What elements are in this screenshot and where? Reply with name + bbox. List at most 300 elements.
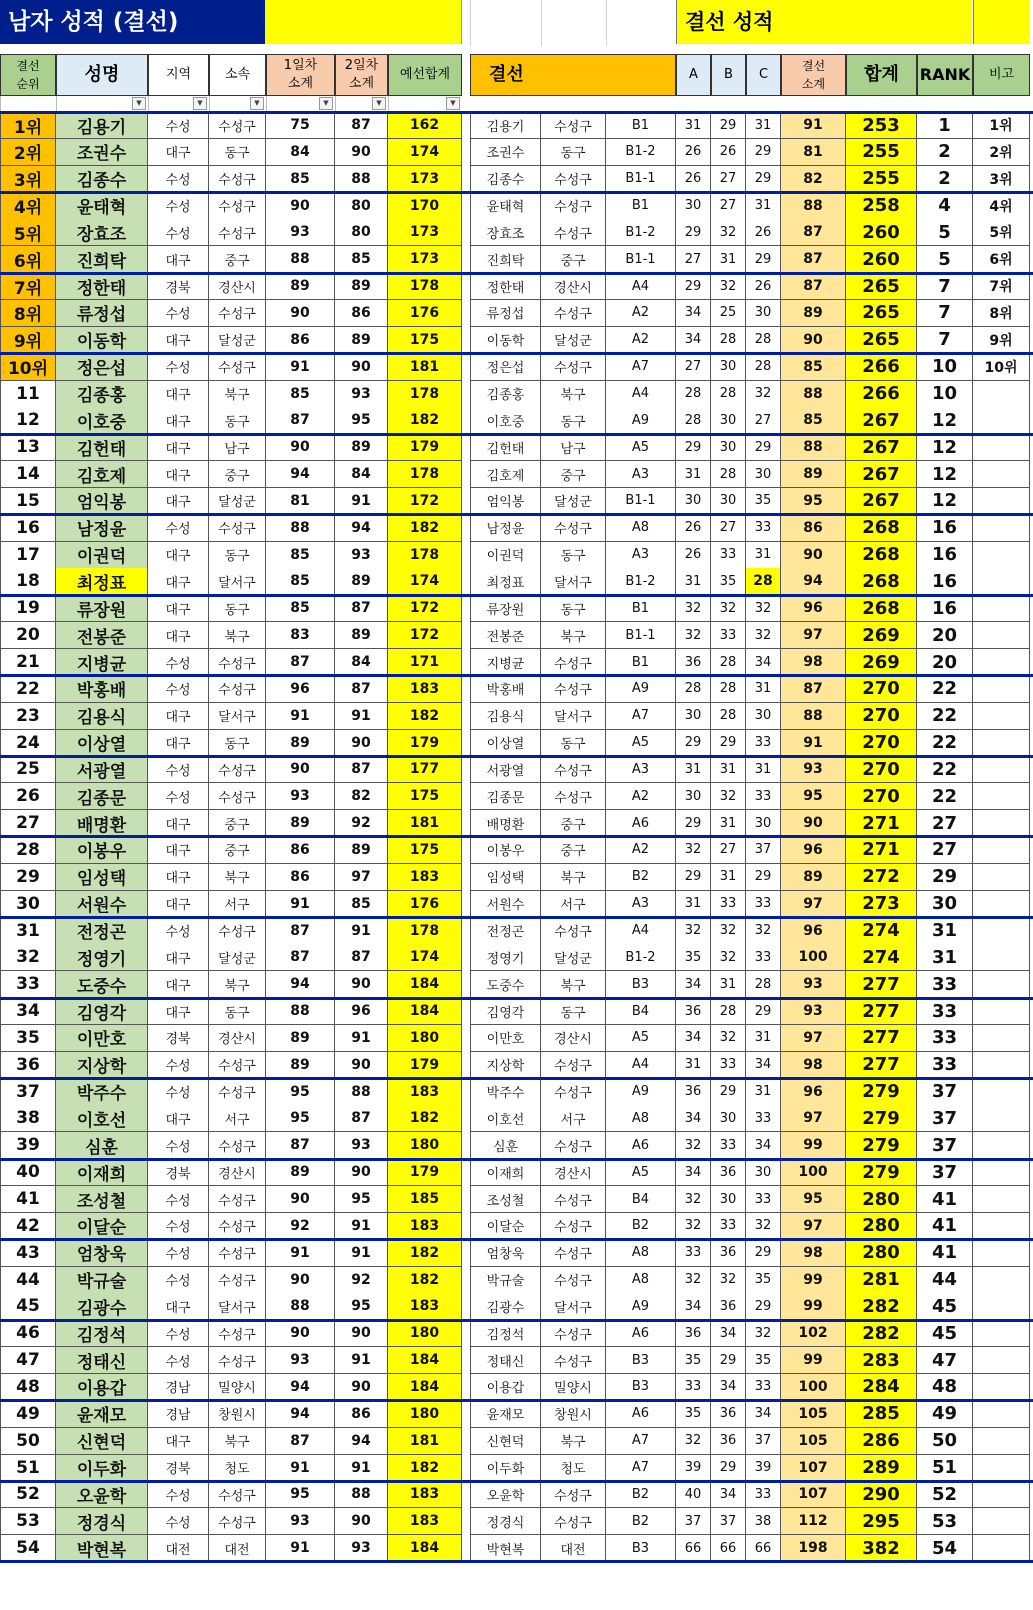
affiliation-cell: 수성구 <box>209 1079 266 1106</box>
day2-cell: 90 <box>335 139 388 166</box>
note-cell <box>973 837 1030 864</box>
score-c-cell: 33 <box>746 783 781 810</box>
total-cell: 280 <box>846 1213 917 1240</box>
final-group-cell: B1-1 <box>606 622 676 649</box>
day1-cell: 87 <box>266 1132 335 1159</box>
name-cell: 박주수 <box>56 1079 148 1106</box>
group-separator <box>0 755 1033 758</box>
final-affiliation-cell: 달성군 <box>541 327 606 354</box>
header-b: B <box>711 54 746 96</box>
day1-cell: 88 <box>266 246 335 273</box>
note-cell <box>973 998 1030 1025</box>
final-group-cell: B1-2 <box>606 219 676 246</box>
total-cell: 282 <box>846 1293 917 1320</box>
name-cell: 이만호 <box>56 1025 148 1052</box>
day1-cell: 95 <box>266 1481 335 1508</box>
rank-cell: 10 <box>917 381 973 408</box>
score-a-cell: 29 <box>676 730 711 757</box>
score-c-cell: 66 <box>746 1535 781 1562</box>
day2-cell: 88 <box>335 1481 388 1508</box>
prelim-total-cell: 178 <box>388 918 462 945</box>
score-a-cell: 32 <box>676 1213 711 1240</box>
final-subtotal-cell: 99 <box>781 1293 846 1320</box>
filter-dropdown-button[interactable]: ▼ <box>319 97 333 110</box>
final-group-cell: A4 <box>606 918 676 945</box>
table-row <box>0 112 1033 139</box>
final-affiliation-cell: 수성구 <box>541 112 606 139</box>
total-cell: 270 <box>846 703 917 730</box>
final-group-cell: B1-2 <box>606 139 676 166</box>
score-c-cell: 33 <box>746 730 781 757</box>
region-cell: 수성 <box>148 1481 209 1508</box>
day1-cell: 75 <box>266 112 335 139</box>
final-group-cell: B1-1 <box>606 246 676 273</box>
affiliation-cell: 경산시 <box>209 1159 266 1186</box>
table-row <box>0 300 1033 327</box>
rank-cell: 16 <box>917 542 973 569</box>
final-name-cell: 조성철 <box>470 1186 541 1213</box>
note-cell <box>973 515 1030 542</box>
final-group-cell: A3 <box>606 891 676 918</box>
day2-cell: 80 <box>335 219 388 246</box>
name-cell: 윤재모 <box>56 1401 148 1428</box>
affiliation-cell: 수성구 <box>209 1320 266 1347</box>
prelim-total-cell: 185 <box>388 1186 462 1213</box>
score-a-cell: 27 <box>676 246 711 273</box>
group-separator <box>0 191 1033 194</box>
final-rank-cell: 53 <box>0 1508 56 1535</box>
score-b-cell: 29 <box>711 730 746 757</box>
final-affiliation-cell: 수성구 <box>541 1508 606 1535</box>
title-left: 남자 성적 (결선) <box>0 0 265 44</box>
score-a-cell: 34 <box>676 1293 711 1320</box>
final-name-cell: 류정섭 <box>470 300 541 327</box>
final-group-cell: A4 <box>606 381 676 408</box>
day2-cell: 93 <box>335 1132 388 1159</box>
total-cell: 267 <box>846 488 917 515</box>
table-row <box>0 649 1033 676</box>
affiliation-cell: 수성구 <box>209 1267 266 1294</box>
name-cell: 김정석 <box>56 1320 148 1347</box>
final-subtotal-cell: 89 <box>781 461 846 488</box>
final-group-cell: A9 <box>606 1079 676 1106</box>
final-group-cell: B1 <box>606 193 676 220</box>
table-row <box>0 166 1033 193</box>
rank-cell: 22 <box>917 783 973 810</box>
group-separator <box>0 1560 1033 1563</box>
final-subtotal-cell: 88 <box>781 434 846 461</box>
final-rank-cell: 44 <box>0 1267 56 1294</box>
total-cell: 260 <box>846 219 917 246</box>
region-cell: 대구 <box>148 998 209 1025</box>
day1-cell: 84 <box>266 139 335 166</box>
final-affiliation-cell: 수성구 <box>541 756 606 783</box>
score-a-cell: 32 <box>676 595 711 622</box>
region-cell: 대구 <box>148 810 209 837</box>
score-c-cell: 28 <box>746 971 781 998</box>
rank-cell: 12 <box>917 434 973 461</box>
day2-cell: 96 <box>335 998 388 1025</box>
final-name-cell: 서광열 <box>470 756 541 783</box>
filter-dropdown-button[interactable]: ▼ <box>250 97 264 110</box>
affiliation-cell: 달서구 <box>209 1293 266 1320</box>
rank-cell: 4 <box>917 193 973 220</box>
affiliation-cell: 수성구 <box>209 1186 266 1213</box>
name-cell: 이재희 <box>56 1159 148 1186</box>
final-name-cell: 정은섭 <box>470 354 541 381</box>
final-subtotal-cell: 93 <box>781 756 846 783</box>
note-cell <box>973 649 1030 676</box>
region-cell: 수성 <box>148 300 209 327</box>
score-b-cell: 35 <box>711 568 746 595</box>
header-final: 결선 <box>470 54 676 96</box>
score-a-cell: 32 <box>676 1267 711 1294</box>
affiliation-cell: 서구 <box>209 891 266 918</box>
final-name-cell: 박주수 <box>470 1079 541 1106</box>
total-cell: 266 <box>846 354 917 381</box>
final-rank-cell: 35 <box>0 1025 56 1052</box>
total-cell: 286 <box>846 1428 917 1455</box>
score-b-cell: 31 <box>711 756 746 783</box>
final-rank-cell: 54 <box>0 1535 56 1562</box>
final-subtotal-cell: 97 <box>781 1025 846 1052</box>
region-cell: 경북 <box>148 1159 209 1186</box>
final-rank-cell: 34 <box>0 998 56 1025</box>
score-c-cell: 31 <box>746 112 781 139</box>
prelim-total-cell: 173 <box>388 246 462 273</box>
total-cell: 268 <box>846 568 917 595</box>
score-b-cell: 27 <box>711 166 746 193</box>
final-name-cell: 김용식 <box>470 703 541 730</box>
final-subtotal-cell: 85 <box>781 407 846 434</box>
total-cell: 277 <box>846 1025 917 1052</box>
score-b-cell: 31 <box>711 864 746 891</box>
affiliation-cell: 대전 <box>209 1535 266 1562</box>
score-a-cell: 32 <box>676 1132 711 1159</box>
note-cell <box>973 730 1030 757</box>
score-c-cell: 37 <box>746 1428 781 1455</box>
day2-cell: 90 <box>335 1508 388 1535</box>
total-cell: 272 <box>846 864 917 891</box>
final-subtotal-cell: 97 <box>781 1105 846 1132</box>
note-cell: 2위 <box>973 139 1030 166</box>
final-subtotal-cell: 98 <box>781 649 846 676</box>
final-affiliation-cell: 동구 <box>541 542 606 569</box>
note-cell: 3위 <box>973 166 1030 193</box>
final-group-cell: A6 <box>606 1320 676 1347</box>
score-c-cell: 30 <box>746 1159 781 1186</box>
day2-cell: 88 <box>335 1079 388 1106</box>
score-c-cell: 33 <box>746 1374 781 1401</box>
day1-cell: 91 <box>266 1455 335 1482</box>
day1-cell: 96 <box>266 676 335 703</box>
final-affiliation-cell: 경산시 <box>541 1025 606 1052</box>
name-cell: 이호중 <box>56 407 148 434</box>
title-left-fill <box>265 0 462 44</box>
affiliation-cell: 중구 <box>209 837 266 864</box>
table-row <box>0 1240 1033 1267</box>
rank-cell: 51 <box>917 1455 973 1482</box>
final-subtotal-cell: 105 <box>781 1428 846 1455</box>
score-c-cell: 26 <box>746 273 781 300</box>
score-b-cell: 32 <box>711 595 746 622</box>
score-b-cell: 28 <box>711 703 746 730</box>
note-cell <box>973 1293 1030 1320</box>
final-name-cell: 이봉우 <box>470 837 541 864</box>
final-name-cell: 지병균 <box>470 649 541 676</box>
score-c-cell: 32 <box>746 622 781 649</box>
final-affiliation-cell: 수성구 <box>541 300 606 327</box>
group-separator <box>0 594 1033 597</box>
day2-cell: 89 <box>335 327 388 354</box>
final-rank-cell: 1위 <box>0 112 56 139</box>
table-row <box>0 1535 1033 1562</box>
final-affiliation-cell: 수성구 <box>541 166 606 193</box>
filter-dropdown-button[interactable]: ▼ <box>132 97 146 110</box>
final-rank-cell: 36 <box>0 1052 56 1079</box>
prelim-total-cell: 180 <box>388 1401 462 1428</box>
note-cell <box>973 810 1030 837</box>
final-subtotal-cell: 87 <box>781 273 846 300</box>
rank-cell: 30 <box>917 891 973 918</box>
prelim-total-cell: 179 <box>388 1052 462 1079</box>
final-subtotal-cell: 88 <box>781 703 846 730</box>
note-cell <box>973 1186 1030 1213</box>
final-affiliation-cell: 수성구 <box>541 1132 606 1159</box>
total-cell: 270 <box>846 783 917 810</box>
total-cell: 289 <box>846 1455 917 1482</box>
table-row <box>0 1186 1033 1213</box>
filter-dropdown-button[interactable]: ▼ <box>372 97 386 110</box>
score-b-cell: 66 <box>711 1535 746 1562</box>
final-affiliation-cell: 수성구 <box>541 1079 606 1106</box>
final-name-cell: 이용갑 <box>470 1374 541 1401</box>
final-rank-cell: 17 <box>0 542 56 569</box>
day1-cell: 89 <box>266 730 335 757</box>
total-cell: 282 <box>846 1320 917 1347</box>
final-rank-cell: 22 <box>0 676 56 703</box>
score-b-cell: 27 <box>711 515 746 542</box>
filter-dropdown-button[interactable]: ▼ <box>446 97 460 110</box>
final-group-cell: A2 <box>606 327 676 354</box>
day2-cell: 94 <box>335 1428 388 1455</box>
table-row <box>0 837 1033 864</box>
affiliation-cell: 수성구 <box>209 112 266 139</box>
day1-cell: 90 <box>266 756 335 783</box>
region-cell: 대구 <box>148 246 209 273</box>
total-cell: 270 <box>846 676 917 703</box>
table-row <box>0 918 1033 945</box>
final-rank-cell: 3위 <box>0 166 56 193</box>
score-c-cell: 34 <box>746 1401 781 1428</box>
table-row <box>0 783 1033 810</box>
score-c-cell: 32 <box>746 595 781 622</box>
final-group-cell: B4 <box>606 998 676 1025</box>
note-cell <box>973 1079 1030 1106</box>
final-name-cell: 이동학 <box>470 327 541 354</box>
final-group-cell: B1-1 <box>606 488 676 515</box>
final-rank-cell: 37 <box>0 1079 56 1106</box>
table-row <box>0 1508 1033 1535</box>
final-group-cell: A6 <box>606 810 676 837</box>
final-group-cell: B4 <box>606 1186 676 1213</box>
prelim-total-cell: 183 <box>388 676 462 703</box>
region-cell: 수성 <box>148 112 209 139</box>
total-cell: 279 <box>846 1079 917 1106</box>
note-cell <box>973 381 1030 408</box>
prelim-total-cell: 181 <box>388 810 462 837</box>
final-name-cell: 조권수 <box>470 139 541 166</box>
name-cell: 심훈 <box>56 1132 148 1159</box>
score-b-cell: 36 <box>711 1159 746 1186</box>
prelim-total-cell: 176 <box>388 891 462 918</box>
final-affiliation-cell: 수성구 <box>541 1347 606 1374</box>
note-cell <box>973 864 1030 891</box>
name-cell: 박홍배 <box>56 676 148 703</box>
rank-cell: 12 <box>917 407 973 434</box>
score-a-cell: 26 <box>676 139 711 166</box>
final-group-cell: A7 <box>606 1455 676 1482</box>
score-b-cell: 33 <box>711 622 746 649</box>
prelim-total-cell: 173 <box>388 219 462 246</box>
score-a-cell: 32 <box>676 837 711 864</box>
total-cell: 277 <box>846 971 917 998</box>
day2-cell: 95 <box>335 1186 388 1213</box>
score-b-cell: 32 <box>711 918 746 945</box>
score-b-cell: 30 <box>711 354 746 381</box>
affiliation-cell: 수성구 <box>209 1240 266 1267</box>
affiliation-cell: 수성구 <box>209 354 266 381</box>
table-row <box>0 1401 1033 1428</box>
total-cell: 279 <box>846 1132 917 1159</box>
table-row <box>0 542 1033 569</box>
final-name-cell: 신현덕 <box>470 1428 541 1455</box>
group-separator <box>0 272 1033 275</box>
day1-cell: 94 <box>266 1401 335 1428</box>
final-group-cell: B1 <box>606 112 676 139</box>
score-a-cell: 32 <box>676 918 711 945</box>
final-rank-cell: 45 <box>0 1293 56 1320</box>
day1-cell: 90 <box>266 1267 335 1294</box>
score-a-cell: 35 <box>676 944 711 971</box>
region-cell: 대전 <box>148 1535 209 1562</box>
day1-cell: 87 <box>266 407 335 434</box>
total-cell: 271 <box>846 837 917 864</box>
score-a-cell: 27 <box>676 354 711 381</box>
score-a-cell: 28 <box>676 407 711 434</box>
prelim-total-cell: 182 <box>388 1240 462 1267</box>
day2-cell: 91 <box>335 1025 388 1052</box>
score-b-cell: 36 <box>711 1293 746 1320</box>
header-name: 성명 <box>56 54 148 96</box>
day1-cell: 85 <box>266 595 335 622</box>
day1-cell: 93 <box>266 1347 335 1374</box>
affiliation-cell: 동구 <box>209 139 266 166</box>
day1-cell: 94 <box>266 461 335 488</box>
final-rank-cell: 18 <box>0 568 56 595</box>
score-b-cell: 32 <box>711 1267 746 1294</box>
day2-cell: 89 <box>335 568 388 595</box>
name-cell: 박규술 <box>56 1267 148 1294</box>
group-separator <box>0 1158 1033 1161</box>
region-cell: 경북 <box>148 1025 209 1052</box>
note-cell <box>973 568 1030 595</box>
score-a-cell: 34 <box>676 971 711 998</box>
day1-cell: 91 <box>266 354 335 381</box>
prelim-total-cell: 182 <box>388 407 462 434</box>
score-b-cell: 31 <box>711 810 746 837</box>
note-cell: 8위 <box>973 300 1030 327</box>
total-cell: 268 <box>846 542 917 569</box>
region-cell: 경남 <box>148 1374 209 1401</box>
group-separator <box>0 111 1033 114</box>
note-cell <box>973 1105 1030 1132</box>
final-group-cell: A4 <box>606 273 676 300</box>
prelim-total-cell: 177 <box>388 756 462 783</box>
day1-cell: 95 <box>266 1079 335 1106</box>
title-right-fill <box>973 0 1030 44</box>
region-cell: 대구 <box>148 1428 209 1455</box>
final-name-cell: 남정윤 <box>470 515 541 542</box>
note-cell: 5위 <box>973 219 1030 246</box>
score-a-cell: 31 <box>676 461 711 488</box>
day2-cell: 89 <box>335 273 388 300</box>
day1-cell: 89 <box>266 1159 335 1186</box>
total-cell: 283 <box>846 1347 917 1374</box>
score-b-cell: 28 <box>711 649 746 676</box>
total-cell: 270 <box>846 756 917 783</box>
final-rank-cell: 14 <box>0 461 56 488</box>
prelim-total-cell: 181 <box>388 1428 462 1455</box>
day1-cell: 85 <box>266 568 335 595</box>
affiliation-cell: 수성구 <box>209 649 266 676</box>
name-cell: 김호제 <box>56 461 148 488</box>
prelim-total-cell: 172 <box>388 595 462 622</box>
day1-cell: 90 <box>266 434 335 461</box>
final-rank-cell: 8위 <box>0 300 56 327</box>
score-a-cell: 34 <box>676 1025 711 1052</box>
day2-cell: 90 <box>335 1052 388 1079</box>
final-name-cell: 오윤학 <box>470 1481 541 1508</box>
final-name-cell: 김정석 <box>470 1320 541 1347</box>
score-a-cell: 26 <box>676 542 711 569</box>
total-cell: 273 <box>846 891 917 918</box>
score-b-cell: 29 <box>711 1455 746 1482</box>
prelim-total-cell: 178 <box>388 461 462 488</box>
final-affiliation-cell: 중구 <box>541 461 606 488</box>
name-cell: 김광수 <box>56 1293 148 1320</box>
day1-cell: 87 <box>266 918 335 945</box>
score-a-cell: 32 <box>676 1186 711 1213</box>
table-row <box>0 864 1033 891</box>
total-cell: 267 <box>846 434 917 461</box>
final-subtotal-cell: 99 <box>781 1267 846 1294</box>
final-group-cell: B2 <box>606 1481 676 1508</box>
header-total: 합계 <box>846 54 917 96</box>
final-group-cell: B2 <box>606 864 676 891</box>
prelim-total-cell: 182 <box>388 703 462 730</box>
score-c-cell: 32 <box>746 918 781 945</box>
affiliation-cell: 중구 <box>209 461 266 488</box>
prelim-total-cell: 181 <box>388 354 462 381</box>
score-b-cell: 30 <box>711 434 746 461</box>
region-cell: 경북 <box>148 1455 209 1482</box>
prelim-total-cell: 179 <box>388 730 462 757</box>
total-cell: 277 <box>846 1052 917 1079</box>
day1-cell: 93 <box>266 1508 335 1535</box>
day2-cell: 93 <box>335 1535 388 1562</box>
filter-dropdown-button[interactable]: ▼ <box>193 97 207 110</box>
